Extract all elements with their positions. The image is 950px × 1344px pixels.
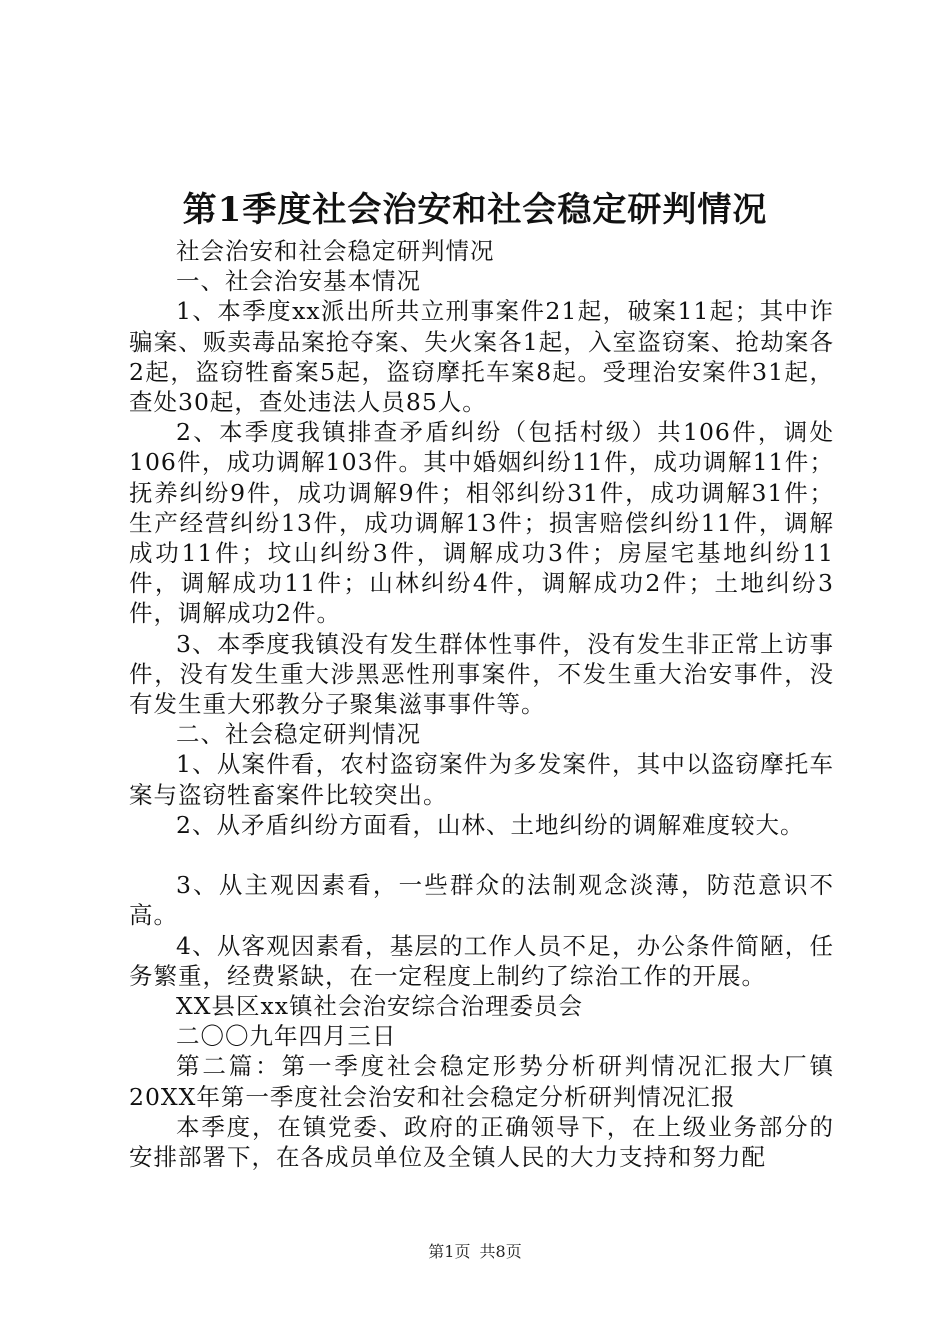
body-paragraph: 3、本季度我镇没有发生群体性事件，没有发生非正常上访事件，没有发生重大涉黑恶性刑事案件，不发生重大治安事件，没有发生重大邪教分子聚集滋事事件等。 [129, 629, 834, 719]
signature-date: 二〇〇九年四月三日 [176, 1022, 397, 1051]
page-total: 共8页 [479, 1242, 522, 1261]
document-body [129, 236, 834, 1172]
document-title: 第1季度社会治安和社会稳定研判情况 [182, 190, 768, 230]
page-footer [0, 1240, 950, 1264]
page-number: 第1页 [428, 1242, 471, 1261]
body-paragraph: 1、从案件看，农村盗窃案件为多发案件，其中以盗窃摩托车案与盗窃牲畜案件比较突出。 [129, 750, 834, 809]
body-paragraph: 本季度，在镇党委、政府的正确领导下，在上级业务部分的安排部署下，在各成员单位及全镇人民的大力支持和努力配 [129, 1112, 834, 1172]
section-heading: 二、社会稳定研判情况 [176, 720, 421, 749]
body-paragraph: 4、从客观因素看，基层的工作人员不足，办公条件简陋，任务繁重，经费紧缺，在一定程度上制约了综治工作的开展。 [129, 931, 834, 990]
body-paragraph: 2、从矛盾纠纷方面看，山林、土地纠纷的调解难度较大。 [176, 810, 805, 839]
body-paragraph: 1、本季度xx派出所共立刑事案件21起，破案11起；其中诈骗案、贩卖毒品案抢夺案、失火案各1起，入室盗窃案、抢劫案各2起，盗窃牲畜案5起，盗窃摩托车案8起。受理治安案件31起，查处30起，查处违法人员85人。 [129, 297, 834, 417]
body-paragraph: 3、从主观因素看，一些群众的法制观念淡薄，防范意识不高。 [129, 871, 834, 930]
signature-organization: XX县区xx镇社会治安综合治理委员会 [176, 992, 583, 1021]
body-paragraph: 社会治安和社会稳定研判情况 [176, 237, 495, 265]
body-paragraph: 2、本季度我镇排查矛盾纠纷（包括村级）共106件，调处106件，成功调解103件。其中婚姻纠纷11件，成功调解11件；抚养纠纷9件，成功调解9件；相邻纠纷31件，成功调解31件；生产经营纠纷13件，成功调解13件；损害赔偿纠纷11件，调解成功11件；坟山纠纷3件，调解成功3件；房屋宅基地纠纷11件，调解成功11件；山林纠纷4件，调解成功2件；土地纠纷3件，调解成功2件。 [129, 418, 834, 628]
blank-line [129, 840, 834, 870]
section-heading: 一、社会治安基本情况 [176, 267, 421, 296]
second-article-heading: 第二篇：第一季度社会稳定形势分析研判情况汇报大厂镇20XX年第一季度社会治安和社会稳定分析研判情况汇报 [129, 1052, 834, 1111]
